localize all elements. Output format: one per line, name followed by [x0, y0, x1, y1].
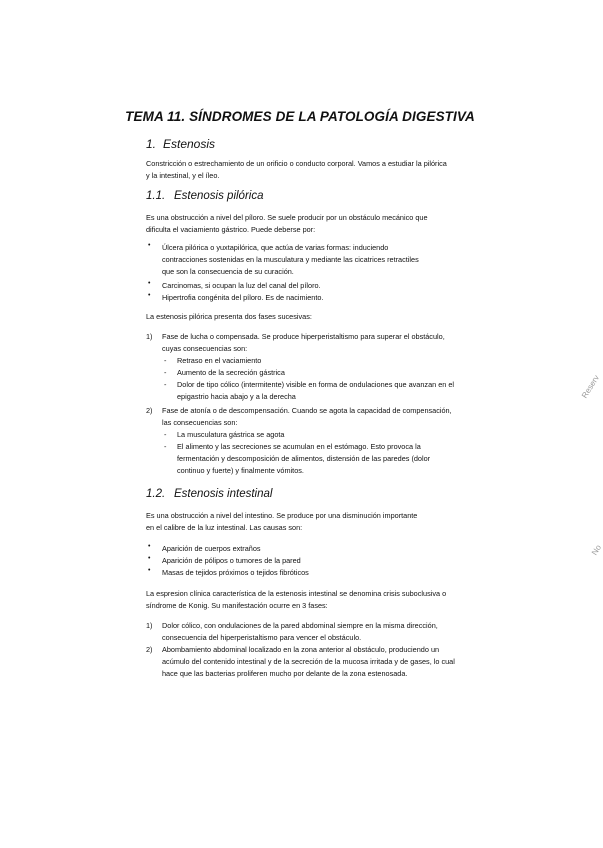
section-1-2-heading: [146, 488, 272, 500]
list-item: Masas de tejidos próximos o tejidos fibróticos: [162, 568, 309, 577]
watermark-text: No: [590, 543, 603, 557]
sub-list-item: fermentación y descomposición de alimentos, distensión de las paredes (dolor: [177, 454, 431, 463]
page-title: TEMA 11. SÍNDROMES DE LA PATOLOGÍA DIGESTIVA: [125, 109, 475, 124]
paragraph-line: en el calibre de la luz intestinal. Las causas son:: [146, 523, 303, 532]
sub-list-item: Dolor de tipo cólico (intermitente) visible en forma de ondulaciones que avanzan en el: [177, 380, 455, 389]
sub-list-item: continuo y fuerte) y finalmente vómitos.: [177, 466, 304, 475]
list-item: Dolor cólico, con ondulaciones de la pared abdominal siempre en la misma dirección,: [162, 621, 438, 630]
list-item: que son la consecuencia de su curación.: [162, 267, 294, 276]
bullet-marker: •: [148, 292, 151, 299]
list-item: Aparición de cuerpos extraños: [162, 544, 261, 553]
paragraph-line: La estenosis pilórica presenta dos fases sucesivas:: [146, 312, 312, 321]
section-title: Estenosis intestinal: [174, 488, 273, 500]
list-item: Úlcera pilórica o yuxtapilórica, que actúa de varias formas: induciendo: [162, 243, 389, 252]
list-item: acúmulo del contenido intestinal y de la secreción de la mucosa irritada y de gases, lo cual: [162, 657, 455, 666]
bullet-marker: •: [148, 543, 151, 550]
section-title: Estenosis pilórica: [174, 190, 264, 202]
list-item: Hipertrofia congénita del píloro. Es de nacimiento.: [162, 293, 324, 302]
list-item: consecuencia del hiperperistaltismo para vencer el obstáculo.: [162, 633, 362, 642]
paragraph-line: síndrome de Konig. Su manifestación ocurre en 3 fases:: [146, 601, 328, 610]
bullet-marker: •: [148, 567, 151, 574]
list-item: Abombamiento abdominal localizado en la zona anterior al obstáculo, produciendo un: [162, 645, 440, 654]
list-item: cuyas consecuencias son:: [162, 344, 248, 353]
list-item: Fase de atonía o de descompensación. Cuando se agota la capacidad de compensación,: [162, 406, 452, 415]
dash-marker: -: [164, 430, 167, 439]
list-number: 2): [146, 406, 153, 415]
sub-list-item: La musculatura gástrica se agota: [177, 430, 285, 439]
list-number: 1): [146, 621, 153, 630]
watermark-text: Reserv: [580, 373, 602, 400]
section-number: 1.2.: [146, 488, 166, 500]
section-number: 1.1.: [146, 190, 166, 202]
dash-marker: -: [164, 442, 167, 451]
paragraph-line: dificulta el vaciamiento gástrico. Puede deberse por:: [146, 225, 316, 234]
list-number: 1): [146, 332, 153, 341]
paragraph-line: La espresion clínica característica de la estenosis intestinal se denomina crisis suboclusiva o: [146, 589, 447, 598]
sub-list-item: Aumento de la secreción gástrica: [177, 368, 285, 377]
list-item: las consecuencias son:: [162, 418, 238, 427]
list-item: Carcinomas, si ocupan la luz del canal del píloro.: [162, 281, 321, 290]
bullet-marker: •: [148, 242, 151, 249]
bullet-marker: •: [148, 280, 151, 287]
paragraph-line: Constricción o estrechamiento de un orificio o conducto corporal. Vamos a estudiar la pilórica: [146, 159, 447, 168]
dash-marker: -: [164, 368, 167, 377]
section-number: 1.: [146, 137, 157, 151]
paragraph-line: y la intestinal, y el íleo.: [146, 171, 220, 180]
list-item: Aparición de pólipos o tumores de la pared: [162, 556, 301, 565]
section-title: Estenosis: [163, 137, 216, 151]
dash-marker: -: [164, 356, 167, 365]
dash-marker: -: [164, 380, 167, 389]
sub-list-item: epigastrio hacia abajo y a la derecha: [177, 392, 296, 401]
list-item: contracciones sostenidas en la musculatura y mediante las cicatrices retractiles: [162, 255, 419, 264]
paragraph-line: Es una obstrucción a nivel del intestino. Se produce por una disminución importante: [146, 511, 418, 520]
bullet-marker: •: [148, 555, 151, 562]
paragraph-line: Es una obstrucción a nivel del píloro. Se suele producir por un obstáculo mecánico que: [146, 213, 428, 222]
list-item: hace que las bacterias proliferen mucho por delante de la zona estenosada.: [162, 669, 408, 678]
list-item: Fase de lucha o compensada. Se produce hiperperistaltismo para superar el obstáculo,: [162, 332, 445, 341]
list-number: 2): [146, 645, 153, 654]
sub-list-item: Retraso en el vaciamiento: [177, 356, 262, 365]
section-1-1-heading: [146, 190, 263, 202]
section-1-heading: [146, 137, 215, 151]
sub-list-item: El alimento y las secreciones se acumulan en el estómago. Esto provoca la: [177, 442, 421, 451]
